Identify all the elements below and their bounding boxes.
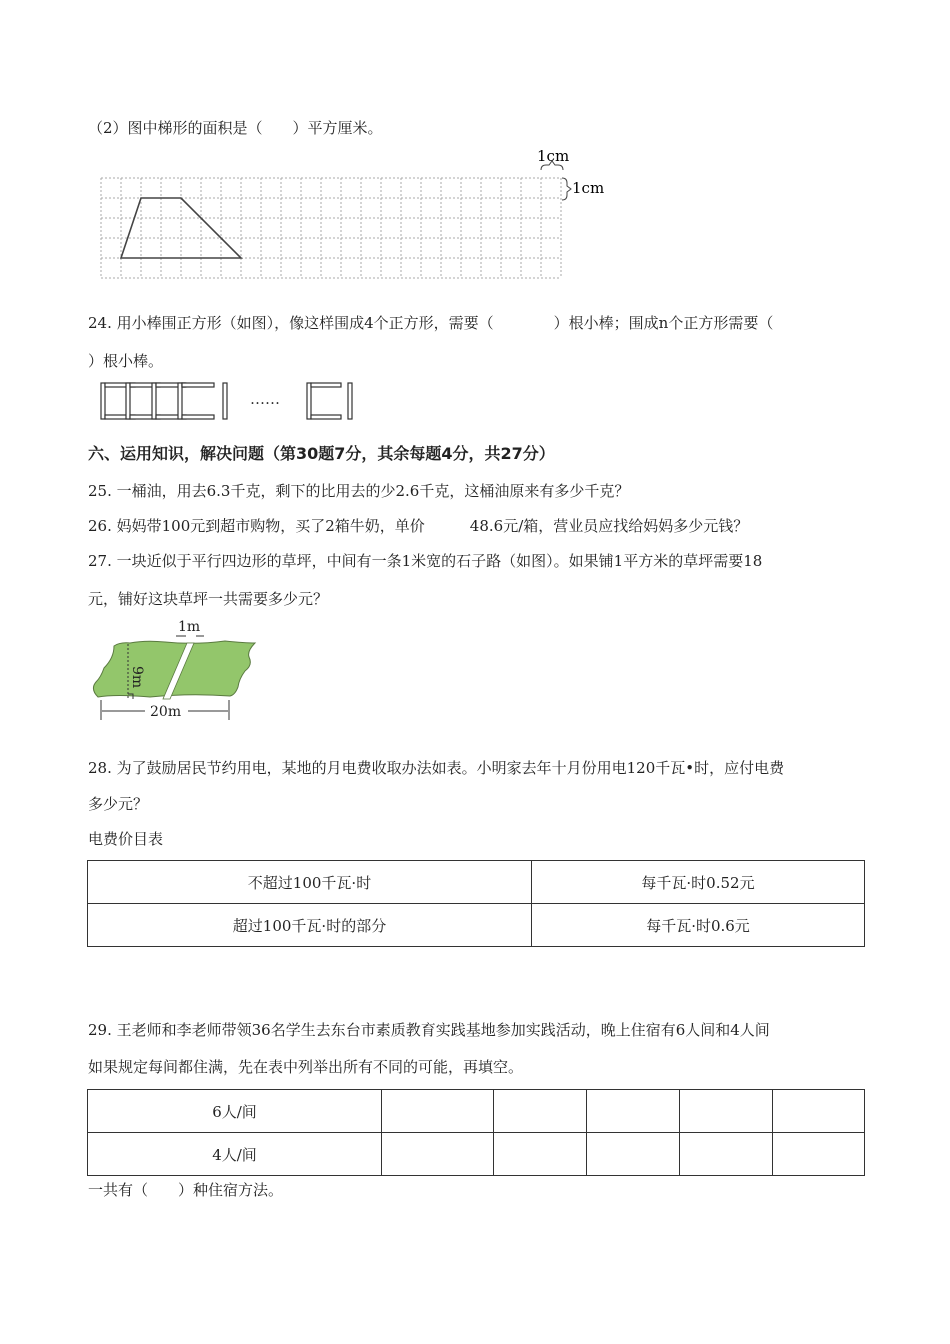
answer-cell[interactable]	[587, 1133, 680, 1176]
path-width-label: 1m	[178, 619, 201, 635]
answer-cell[interactable]	[773, 1133, 865, 1176]
answer-cell[interactable]	[494, 1133, 587, 1176]
table-cell: 超过100千瓦·时的部分	[88, 904, 532, 947]
base-label: 20m	[150, 704, 182, 720]
section-6-title: 六、运用知识，解决问题（第30题7分，其余每题4分，共27分）	[88, 444, 555, 463]
q28-line2: 多少元？	[88, 795, 149, 813]
sticks-ellipsis: ……	[250, 390, 280, 408]
answer-cell[interactable]	[382, 1090, 494, 1133]
q29-footer: 一共有（ ）种住宿方法。	[88, 1181, 284, 1199]
q28-table-title: 电费价目表	[88, 830, 164, 848]
table-row	[88, 1090, 865, 1133]
table-cell: 每千瓦·时0.52元	[532, 861, 865, 904]
room-options-table	[87, 1089, 865, 1176]
answer-cell[interactable]	[680, 1090, 773, 1133]
q29-line1: 29. 王老师和李老师带领36名学生去东台市素质教育实践基地参加实践活动，晚上住宿有6人间和4人间	[88, 1021, 770, 1039]
q26-text: 26. 妈妈带100元到超市购物，买了2箱牛奶，单价 48.6元/箱，营业员应找给妈妈多少元钱？	[88, 517, 749, 535]
q29-line2: 如果规定每间都住满，先在表中列举出所有不同的可能，再填空。	[88, 1058, 524, 1076]
table-row	[88, 904, 865, 947]
answer-cell[interactable]	[587, 1090, 680, 1133]
electricity-price-table	[87, 860, 865, 947]
table-cell: 每千瓦·时0.6元	[532, 904, 865, 947]
q24-line2: ）根小棒。	[88, 352, 164, 370]
q23-part2-text: （2）图中梯形的面积是（ ）平方厘米。	[88, 119, 383, 137]
height-label: 9m	[129, 666, 145, 689]
q28-line1: 28. 为了鼓励居民节约用电，某地的月电费收取办法如表。小明家去年十月份用电120千瓦•时，应付电费	[88, 759, 785, 777]
q25-text: 25. 一桶油，用去6.3千克，剩下的比用去的少2.6千克，这桶油原来有多少千克？	[88, 482, 630, 500]
answer-cell[interactable]	[494, 1090, 587, 1133]
q27-line2: 元，铺好这块草坪一共需要多少元？	[88, 590, 329, 608]
answer-cell[interactable]	[680, 1133, 773, 1176]
answer-cell[interactable]	[382, 1133, 494, 1176]
table-cell: 4人/间	[88, 1133, 382, 1176]
table-row	[88, 1133, 865, 1176]
answer-cell[interactable]	[773, 1090, 865, 1133]
table-cell: 6人/间	[88, 1090, 382, 1133]
q27-line1: 27. 一块近似于平行四边形的草坪，中间有一条1米宽的石子路（如图）。如果铺1平方米的草坪需要18	[88, 552, 763, 570]
table-row	[88, 861, 865, 904]
table-cell: 不超过100千瓦·时	[88, 861, 532, 904]
unit-label-width: 1cm	[537, 147, 570, 165]
unit-label-height: 1cm	[572, 179, 605, 197]
q24-line1: 24. 用小棒围正方形（如图），像这样围成4个正方形，需要（ ）根小棒；围成n个正方形需要（	[88, 314, 774, 332]
